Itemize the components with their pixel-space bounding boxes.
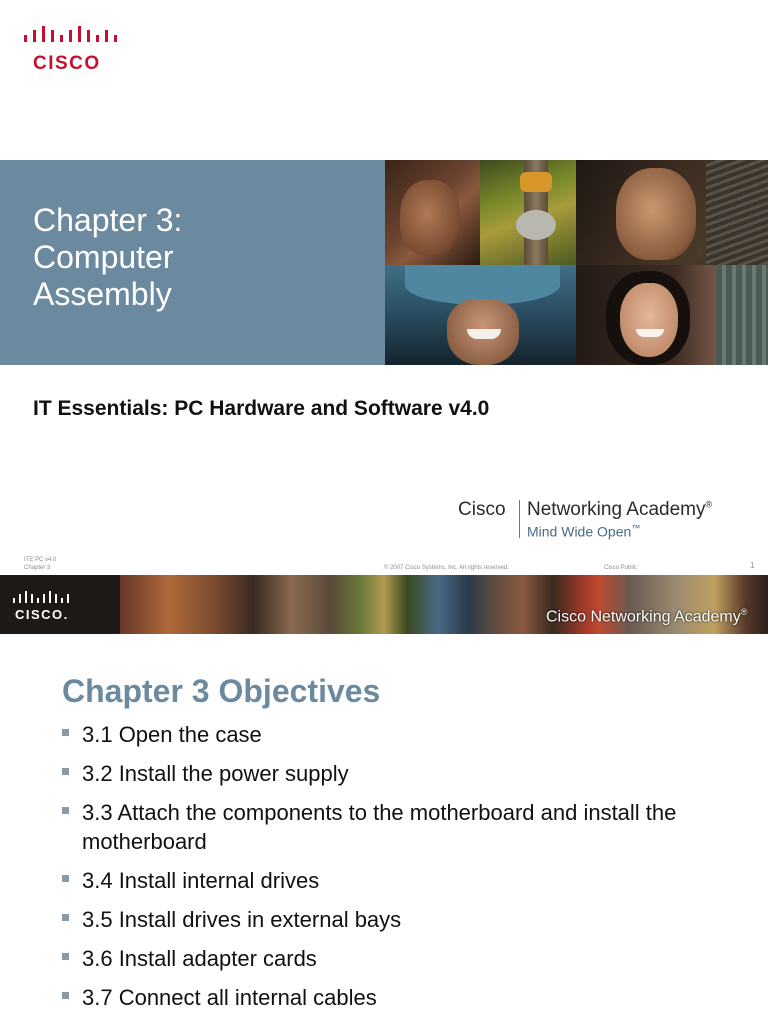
banner-academy-name: Cisco Networking Academy®	[546, 607, 748, 626]
photo-hooded-person	[385, 265, 576, 365]
objective-item	[62, 798, 702, 856]
objective-item	[62, 866, 702, 895]
objective-text: 3.3 Attach the components to the motherboard and install the motherboard	[82, 800, 677, 854]
photo-woman-smiling	[576, 265, 768, 365]
bullet-square-icon	[62, 807, 69, 814]
objectives-slide	[0, 575, 768, 1024]
footer-course-info	[24, 556, 56, 572]
objective-text: 3.1 Open the case	[82, 722, 262, 747]
photo-collage	[385, 160, 768, 365]
objective-item	[62, 944, 702, 973]
footer-course: ITE PC v4.0	[24, 557, 57, 563]
course-subtitle: IT Essentials: PC Hardware and Software v4.0	[33, 397, 490, 420]
bullet-square-icon	[62, 768, 69, 775]
objectives-list	[62, 720, 702, 1022]
objectives-title: Chapter 3 Objectives	[62, 673, 381, 709]
registered-mark: ®	[705, 499, 713, 510]
objective-text: 3.7 Connect all internal cables	[82, 985, 377, 1010]
bullet-square-icon	[62, 875, 69, 882]
slide-title	[33, 202, 373, 313]
photo-man-smiling	[576, 160, 768, 265]
academy-tagline: Mind Wide Open™	[527, 523, 641, 540]
objective-item	[62, 720, 702, 749]
footer-copyright: © 2007 Cisco Systems, Inc. All rights reserved.	[384, 565, 509, 571]
banner-cisco-wordmark: CISCO.	[15, 607, 69, 622]
photo-skateboard	[480, 160, 576, 265]
photo-man-portrait	[385, 160, 480, 265]
title-line-1: Chapter 3:	[33, 202, 183, 238]
objective-text: 3.4 Install internal drives	[82, 868, 320, 893]
trademark-mark: ™	[631, 523, 641, 533]
title-line-2: Computer	[33, 239, 174, 275]
bullet-square-icon	[62, 729, 69, 736]
academy-cisco-word: Cisco	[458, 499, 506, 520]
cisco-bridge-logo-white-icon	[13, 590, 71, 606]
footer-page-number: 1	[750, 561, 755, 570]
title-line-3: Assembly	[33, 276, 172, 312]
objective-item	[62, 905, 702, 934]
bullet-square-icon	[62, 992, 69, 999]
cisco-bridge-logo-icon	[24, 24, 118, 50]
cisco-wordmark: CISCO	[33, 53, 101, 74]
objective-text: 3.6 Install adapter cards	[82, 946, 317, 971]
objective-item	[62, 759, 702, 788]
cisco-logo	[24, 24, 118, 76]
networking-academy-logo	[458, 496, 758, 542]
objective-item	[62, 983, 702, 1012]
academy-divider	[519, 500, 520, 538]
objective-text: 3.2 Install the power supply	[82, 761, 349, 786]
title-band	[0, 160, 768, 365]
banner-cisco-logo	[13, 590, 83, 626]
footer-chapter: Chapter 3	[24, 565, 51, 571]
header-banner	[0, 575, 768, 634]
bullet-square-icon	[62, 914, 69, 921]
footer-classification: Cisco Public	[604, 565, 638, 571]
objective-text: 3.5 Install drives in external bays	[82, 907, 402, 932]
bullet-square-icon	[62, 953, 69, 960]
banner-registered-mark: ®	[740, 607, 748, 617]
academy-name: Networking Academy®	[527, 499, 713, 520]
